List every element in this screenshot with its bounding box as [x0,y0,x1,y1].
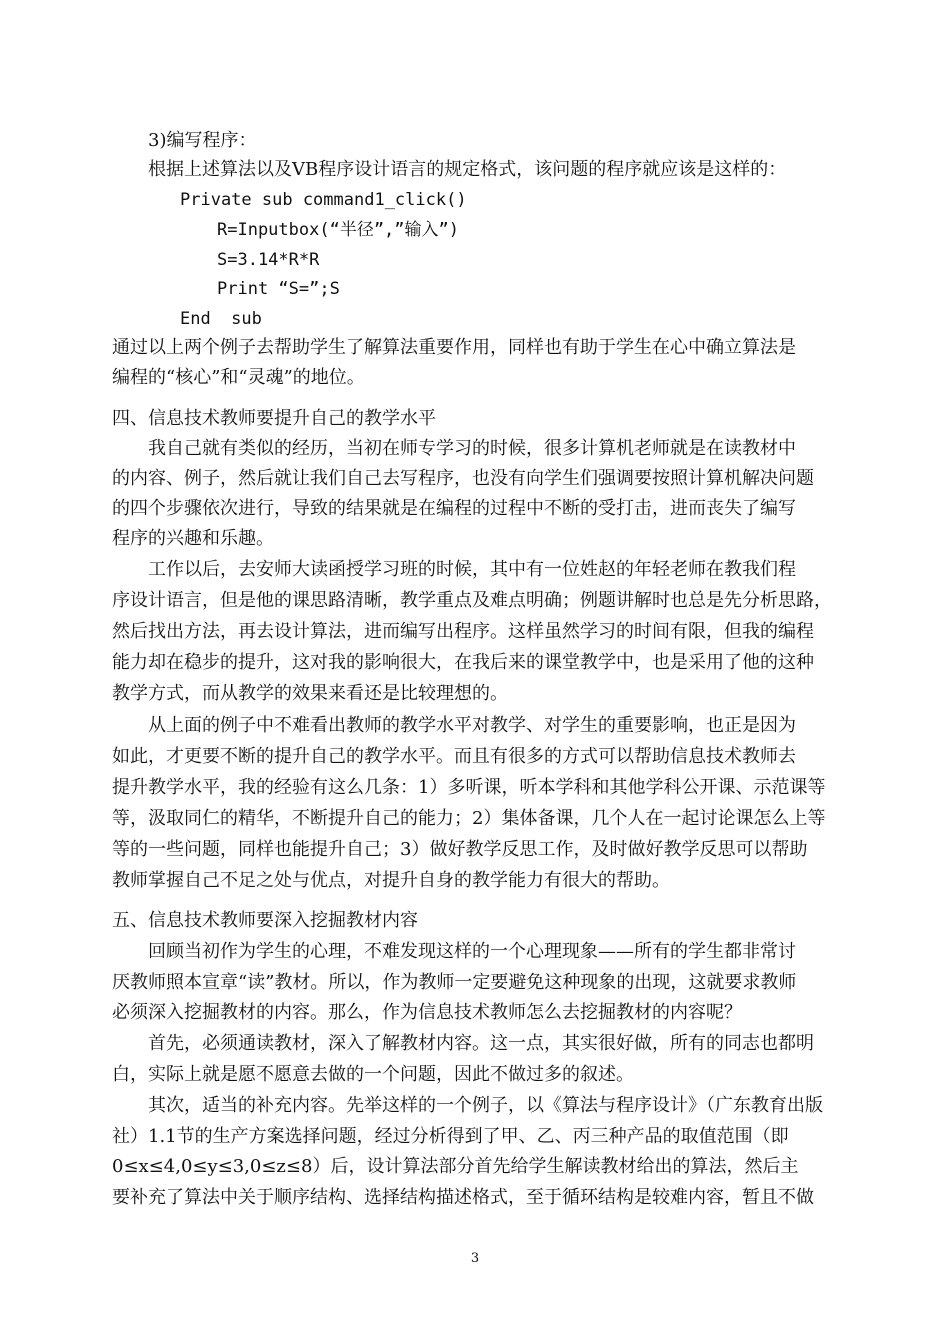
text-line: 编程的“核心”和“灵魂”的地位。 [112,367,365,388]
text-line: 序设计语言，但是他的课思路清晰，教学重点及难点明确；例题讲解时也总是先分析思路， [112,590,832,611]
code-line: End sub [180,309,262,329]
code-line: S=3.14*R*R [217,250,320,270]
text-line: 0≤x≤4,0≤y≤3,0≤z≤8）后，设计算法部分首先给学生解读教材给出的算法，然后主 [112,1156,799,1177]
text-line: 必须深入挖掘教材的内容。那么，作为信息技术教师怎么去挖掘教材的内容呢？ [112,1002,742,1023]
text-line: 我自己就有类似的经历，当初在师专学习的时候，很多计算机老师就是在读教材中 [148,438,796,459]
code-line: R=Inputbox(“半径”,”输入”) [217,220,459,240]
text-line: 从上面的例子中不难看出教师的教学水平对教学、对学生的重要影响，也正是因为 [148,715,796,736]
text-line: 教师掌握自己不足之处与优点，对提升自身的教学能力有很大的帮助。 [112,870,670,891]
text-line: 提升教学水平，我的经验有这么几条：1）多听课，听本学科和其他学科公开课、示范课等 [112,777,826,798]
text-line: 等的一些问题，同样也能提升自己；3）做好教学反思工作，及时做好教学反思可以帮助 [112,839,808,860]
text-line: 其次，适当的补充内容。先举这样的一个例子，以《算法与程序设计》（广东教育出版 [148,1095,823,1116]
text-line: 通过以上两个例子去帮助学生了解算法重要作用，同样也有助于学生在心中确立算法是 [112,337,796,358]
text-line: 能力却在稳步的提升，这对我的影响很大，在我后来的课堂教学中，也是采用了他的这种 [112,652,814,673]
code-line: Print “S=”;S [217,279,340,299]
section-heading: 四、信息技术教师要提升自己的教学水平 [112,408,436,429]
text-line: 3)编写程序： [148,130,257,151]
text-line: 的四个步骤依次进行，导致的结果就是在编程的过程中不断的受打击，进而丧失了编写 [112,498,796,519]
text-line: 要补充了算法中关于顺序结构、选择结构描述格式，至于循环结构是较难内容，暂且不做 [112,1187,814,1208]
text-line: 然后找出方法，再去设计算法，进而编写出程序。这样虽然学习的时间有限，但我的编程 [112,621,814,642]
text-line: 首先，必须通读教材，深入了解教材内容。这一点，其实很好做，所有的同志也都明 [148,1033,814,1054]
code-line: Private sub command1_click() [180,190,467,210]
text-line: 社）1.1节的生产方案选择问题，经过分析得到了甲、乙、丙三种产品的取值范围（即 [112,1126,789,1147]
text-line: 厌教师照本宣章“读”教材。所以，作为教师一定要避免这种现象的出现，这就要求教师 [112,972,797,993]
text-line: 教学方式，而从教学的效果来看还是比较理想的。 [112,683,508,704]
text-line: 白，实际上就是愿不愿意去做的一个问题，因此不做过多的叙述。 [112,1064,634,1085]
text-line: 程序的兴趣和乐趣。 [112,528,274,549]
text-line: 工作以后，去安师大读函授学习班的时候，其中有一位姓赵的年轻老师在教我们程 [148,559,796,580]
text-line: 如此，才更要不断的提升自己的教学水平。而且有很多的方式可以帮助信息技术教师去 [112,746,796,767]
text-line: 的内容、例子，然后就让我们自己去写程序，也没有向学生们强调要按照计算机解决问题 [112,468,814,489]
page-number: 3 [470,1251,480,1266]
text-line: 等，汲取同仁的精华，不断提升自己的能力；2）集体备课，几个人在一起讨论课怎么上等 [112,808,826,829]
text-line: 根据上述算法以及VB程序设计语言的规定格式，该问题的程序就应该是这样的： [148,159,787,180]
text-line: 回顾当初作为学生的心理，不难发现这样的一个心理现象——所有的学生都非常讨 [148,941,796,962]
section-heading: 五、信息技术教师要深入挖掘教材内容 [112,910,418,931]
